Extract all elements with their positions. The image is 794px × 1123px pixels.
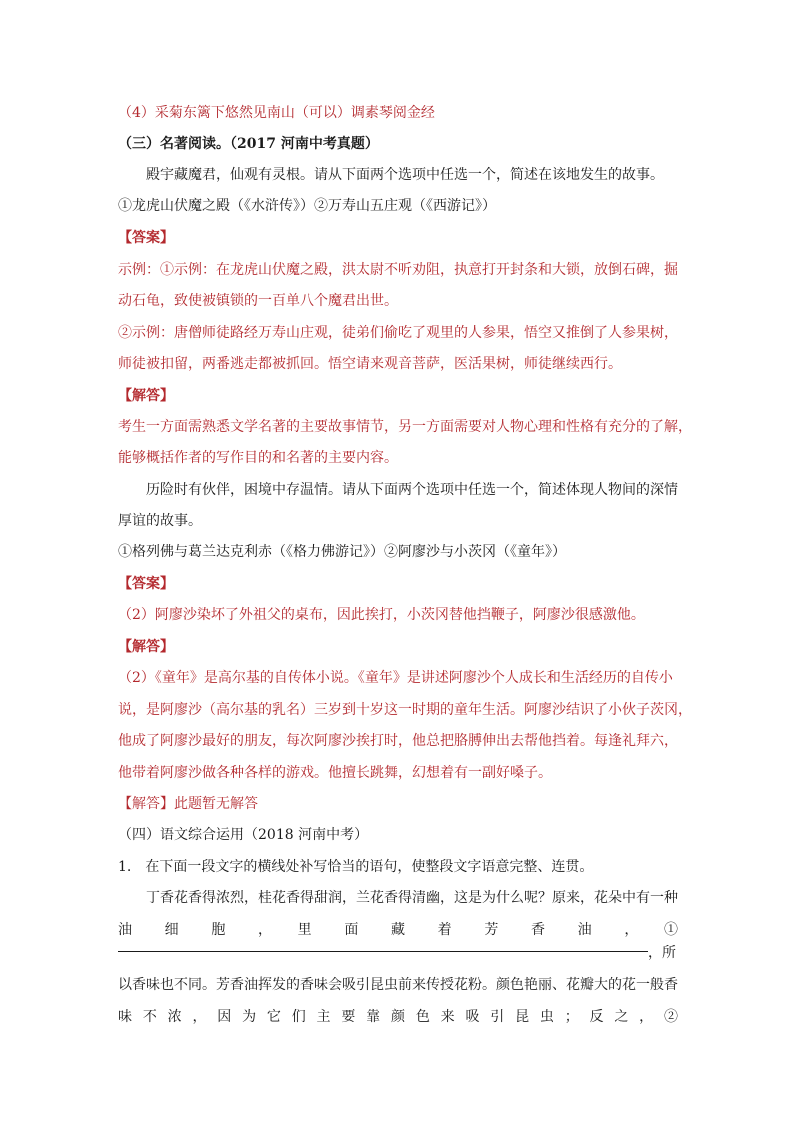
answer-text: 师徒被扣留，两番逃走都被抓回。悟空请来观音菩萨，医活果树，师徒继续西行。 — [118, 356, 622, 372]
exercise-instruction: 1. 在下面一段文字的横线处补写恰当的语句，使整段文字语意完整、连贯。 — [118, 859, 594, 875]
section-heading-4: （四）语文综合运用（2018 河南中考） — [118, 827, 369, 843]
analysis-text: 能够概括作者的写作目的和名著的主要内容。 — [118, 450, 398, 466]
analysis-text: 他带着阿廖沙做各种各样的游戏。他擅长跳舞，幻想着有一副好嗓子。 — [118, 765, 552, 781]
exercise-passage: 丁香花香得浓烈，桂花香得甜润，兰花香得清幽，这是为什么呢？原来，花朵中有一种 — [146, 890, 678, 906]
analysis-text: 考生一方面需熟悉文学名著的主要故事情节，另一方面需要对人物心理和性格有充分的了解， — [118, 419, 692, 435]
exercise-passage: 味不浓，因为它们主要靠颜色来吸引昆虫；反之，② — [118, 1009, 678, 1025]
question-prompt: 殿宇藏魔君，仙观有灵根。请从下面两个选项中任选一个，简述在该地发生的故事。 — [146, 167, 664, 183]
fill-in-blank-1[interactable] — [118, 951, 648, 952]
answer-label: 【答案】 — [118, 576, 174, 592]
analysis-text: 他成了阿廖沙最好的朋友，每次阿廖沙挨打时，他总把胳膊伸出去帮他挡着。每逢礼拜六， — [118, 733, 678, 749]
answer-line-4: （4）采菊东篱下悠然见南山（可以）调素琴阅金经 — [118, 105, 435, 121]
answer-text: 示例：①示例：在龙虎山伏魔之殿，洪太尉不听劝阻，执意打开封条和大锁，放倒石碑，掘 — [118, 262, 678, 278]
question-options: ①龙虎山伏魔之殿（《水浒传》）②万寿山五庄观（《西游记》） — [118, 198, 496, 214]
question-prompt: 历险时有伙伴，困境中存温情。请从下面两个选项中任选一个，简述体现人物间的深情 — [146, 482, 678, 498]
analysis-label: 【解答】 — [118, 388, 174, 404]
section-heading-3: （三）名著阅读。（2017 河南中考真题） — [118, 136, 379, 152]
question-prompt: 厚谊的故事。 — [118, 513, 202, 529]
analysis-text: （2）《童年》是高尔基的自传体小说。《童年》是讲述阿廖沙个人成长和生活经历的自传小 — [118, 670, 673, 686]
answer-text: （2）阿廖沙染坏了外祖父的桌布，因此挨打，小茨冈替他挡鞭子，阿廖沙很感激他。 — [118, 607, 645, 623]
exercise-passage: 以香味也不同。芳香油挥发的香味会吸引昆虫前来传授花粉。颜色艳丽、花瓣大的花一般香 — [118, 977, 678, 993]
answer-text: 动石龟，致使被镇锁的一百单八个魔君出世。 — [118, 293, 398, 309]
analysis-note: 【解答】此题暂无解答 — [118, 796, 258, 812]
exercise-passage: ，所 — [648, 945, 676, 961]
answer-label: 【答案】 — [118, 230, 174, 246]
exercise-passage: 油 细 胞 ， 里 面 藏 着 芳 香 油 ， ① — [118, 922, 678, 938]
analysis-text: 说，是阿廖沙（高尔基的乳名）三岁到十岁这一时期的童年生活。阿廖沙结识了小伙子茨冈， — [118, 702, 692, 718]
question-options: ①格列佛与葛兰达克利赤（《格力佛游记》）②阿廖沙与小茨冈（《童年》） — [118, 544, 566, 560]
answer-text: ②示例：唐僧师徒路经万寿山庄观，徒弟们偷吃了观里的人参果，悟空又推倒了人参果树， — [118, 325, 678, 341]
analysis-label: 【解答】 — [118, 639, 174, 655]
